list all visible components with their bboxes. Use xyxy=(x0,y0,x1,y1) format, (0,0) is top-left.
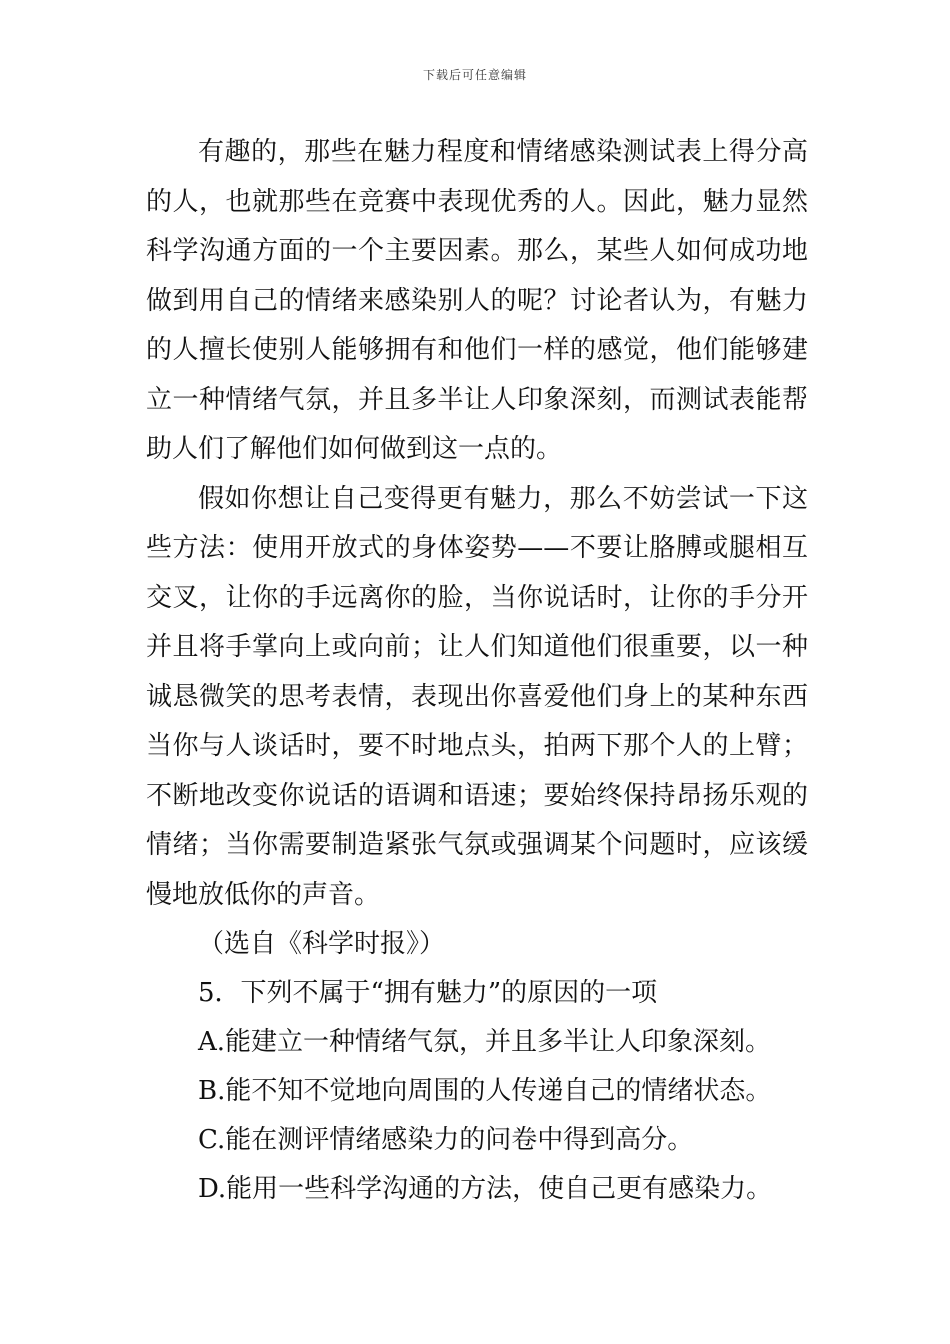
article-body xyxy=(146,128,808,920)
article-source: （选自《科学时报》） xyxy=(198,929,446,959)
page-header: 下载后可任意编辑 xyxy=(422,68,527,82)
option-c: C.能在测评情绪感染力的问卷中得到高分。 xyxy=(198,1125,694,1155)
question-stem: 5．下列不属于“拥有魅力”的原因的一项 xyxy=(198,978,658,1008)
question-section xyxy=(146,920,846,1214)
option-b: B.能不知不觉地向周围的人传递自己的情绪状态。 xyxy=(198,1076,772,1106)
article-paragraph-2: 假如你想让自己变得更有魅力，那么不妨尝试一下这些方法：使用开放式的身体姿势——不要让胳膊或腿相互交叉，让你的手远离你的脸，当你说话时，让你的手分开并且将手掌向上或向前；让人们知道他们很重要，以一种诚恳微笑的思考表情，表现出你喜爱他们身上的某种东西当你与人谈话时，要不时地点头，拍两下那个人的上臂；不断地改变你说话的语调和语速；要始终保持昂扬乐观的情绪；当你需要制造紧张气氛或强调某个问题时，应该缓慢地放低你的声音。 xyxy=(146,483,808,910)
option-d: D.能用一些科学沟通的方法，使自己更有感染力。 xyxy=(198,1174,773,1204)
article-paragraph-1: 有趣的，那些在魅力程度和情绪感染测试表上得分高的人，也就那些在竞赛中表现优秀的人。因此，魅力显然科学沟通方面的一个主要因素。那么，某些人如何成功地做到用自己的情绪来感染别人的呢？讨论者认为，有魅力的人擅长使别人能够拥有和他们一样的感觉，他们能够建立一种情绪气氛，并且多半让人印象深刻，而测试表能帮助人们了解他们如何做到这一点的。 xyxy=(146,137,808,464)
option-a: A.能建立一种情绪气氛，并且多半让人印象深刻。 xyxy=(198,1027,772,1057)
